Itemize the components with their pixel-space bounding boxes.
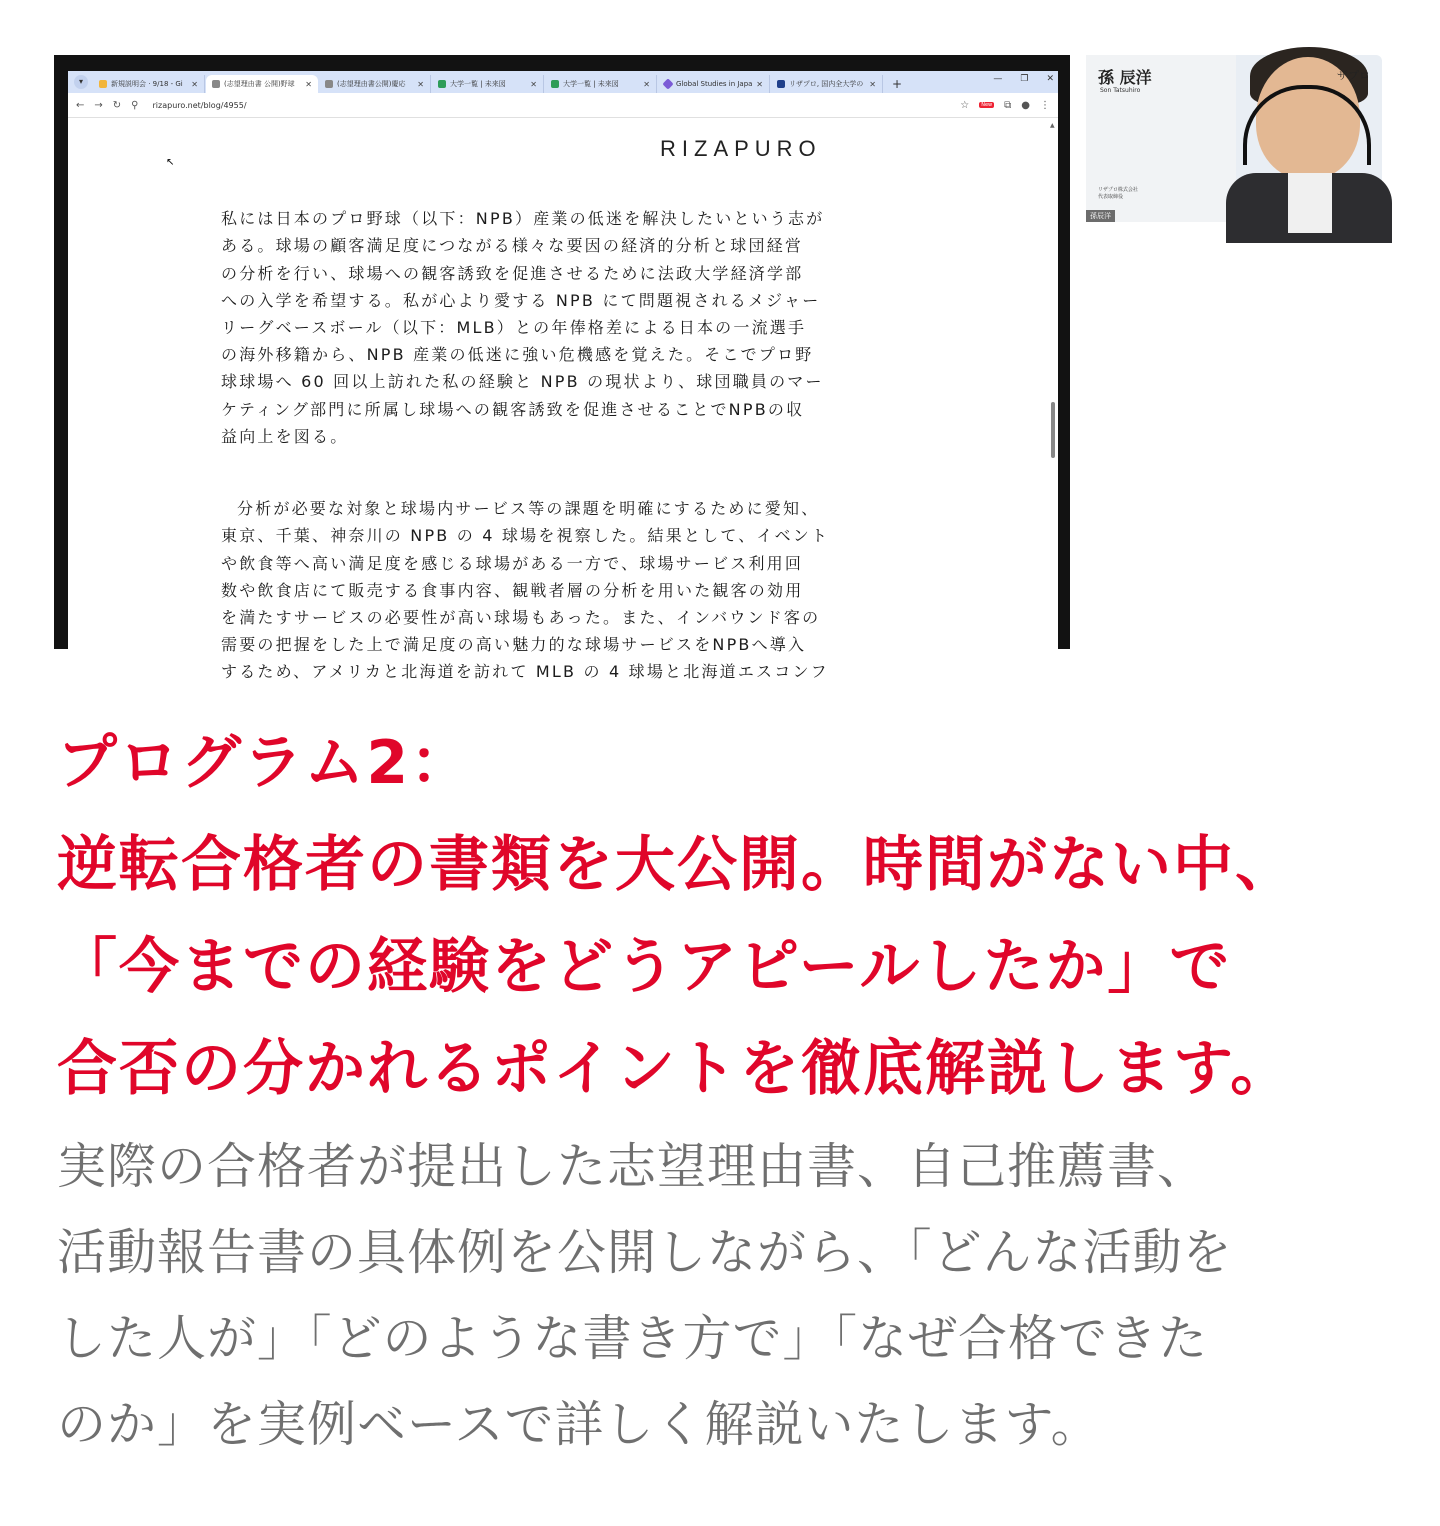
heading-line: 合否の分かれるポイントを徹底解説します。 <box>57 1034 1293 1104</box>
heading-line: 「今までの経験をどうアピールしたか」で <box>57 932 1232 1002</box>
essay-paragraph: 私には日本のプロ野球（以下：NPB）産業の低迷を解決したいという志が ある。球場の顧客満足度につながる様々な要因の経済的分析と球団経営 の分析を行い、球場への観客誘致を促進させるために法政大学経済学部 への入学を希望する。私が心より愛する NPB にて問題視されるメジャー リーグベースボール（以下：MLB）との年俸格差による日本の一流選手 の海外移籍から、NPB 産業の低迷に強い危機感を覚えた。そこでプロ野 球球場へ 60 回以上訪れた私の経験と NPB の現状より、球団職員のマー ケティング部門に所属し球場への観客誘致を促進させることでNPBの収 益向上を図る。 <box>221 209 825 446</box>
close-tab-icon[interactable]: ✕ <box>305 79 312 89</box>
close-tab-icon[interactable]: ✕ <box>191 79 198 89</box>
address-bar[interactable]: rizapuro.net/blog/4955/ <box>152 100 247 110</box>
tab-favicon-icon <box>438 80 446 88</box>
tab-title: Global Studies in Japa <box>676 80 753 88</box>
tab-title: 新規説明会 · 9/18 - Gi <box>111 80 183 88</box>
essay-paragraph: 分析が必要な対象と球場内サービス等の課題を明確にするために愛知、 東京、千葉、神奈川の NPB の 4 球場を視察した。結果として、イベント や飲食等へ高い満足度を感じる球場がある一方で、球場サービス利用回 数や飲食店にて販売する食事内容、観戦者層の分析を用いた観客の効用 を満たすサービスの必要性が高い球場もあった。また、インバウンド客の 需要の把握をした上で満足度の高い魅力的な球場サービスをNPBへ導入 するため、アメリカと北海道を訪れて MLB の 4 球場と北海道エスコンフ <box>221 499 830 682</box>
web-page <box>68 118 1058 682</box>
close-tab-icon[interactable]: ✕ <box>869 79 876 89</box>
tab-title: リザプロ, 国内全大学の <box>789 80 864 88</box>
tab-favicon-icon <box>662 78 673 89</box>
tab-title: (志望理由書公開)慶応 <box>337 80 406 88</box>
participant-name-chip: 孫辰洋 <box>1086 210 1115 222</box>
tab-search-icon[interactable]: ▾ <box>74 75 88 89</box>
restore-icon[interactable]: ❐ <box>1020 74 1029 84</box>
reload-icon[interactable]: ↻ <box>112 99 122 111</box>
tab-favicon-icon <box>325 80 333 88</box>
menu-icon[interactable]: ⋮ <box>1040 99 1050 111</box>
body-line: のか」を実例ベースで詳しく解説いたします。 <box>57 1396 1101 1453</box>
scrollbar[interactable] <box>1050 122 1056 650</box>
browser-tab[interactable] <box>319 75 431 93</box>
forward-icon[interactable]: → <box>94 99 103 111</box>
bookmark-star-icon[interactable]: ☆ <box>960 99 970 111</box>
heading-line: プログラム2： <box>57 728 473 798</box>
speaker-name-roman: Son Tatsuhiro <box>1100 87 1141 94</box>
browser-tab[interactable] <box>658 75 770 93</box>
browser-tab[interactable] <box>545 75 657 93</box>
extension-new-badge[interactable]: New <box>981 102 993 108</box>
tab-title: 大学一覧 | 未来図 <box>563 80 619 88</box>
company-title: 代表取締役 <box>1098 194 1124 200</box>
scroll-thumb[interactable] <box>1051 402 1055 458</box>
brand-corner-text: ザプロ <box>1337 69 1370 82</box>
browser-toolbar <box>68 93 1058 118</box>
browser-tab[interactable] <box>93 75 205 93</box>
program-description <box>57 1124 1387 1468</box>
extensions-icon[interactable]: ⧉ <box>1004 99 1012 111</box>
window-controls <box>993 74 1054 84</box>
mouse-cursor-icon: ↖ <box>166 157 175 168</box>
close-tab-icon[interactable]: ✕ <box>756 79 763 89</box>
body-line: した人が」「どのような書き方で」「なぜ合格できた <box>57 1310 1209 1367</box>
browser-window <box>68 71 1058 682</box>
close-tab-icon[interactable]: ✕ <box>417 79 424 89</box>
tab-title: 大学一覧 | 未来図 <box>450 80 506 88</box>
browser-tab[interactable] <box>771 75 883 93</box>
program-heading <box>57 712 1387 1120</box>
screen-share-frame <box>54 55 1070 682</box>
speaker-company <box>1098 187 1138 201</box>
tab-favicon-icon <box>551 80 559 88</box>
new-tab-icon[interactable]: + <box>892 77 903 91</box>
browser-tab[interactable] <box>432 75 544 93</box>
body-line: 活動報告書の具体例を公開しながら、「どんな活動を <box>57 1224 1233 1281</box>
profile-icon[interactable]: ● <box>1021 99 1030 111</box>
close-tab-icon[interactable]: ✕ <box>530 79 537 89</box>
body-line: 実際の合格者が提出した志望理由書、自己推薦書、 <box>57 1138 1208 1195</box>
tab-strip <box>68 71 1058 93</box>
tab-favicon-icon <box>212 80 220 88</box>
tab-favicon-icon <box>99 80 107 88</box>
minimize-icon[interactable]: — <box>993 74 1003 84</box>
tab-favicon-icon <box>777 80 785 88</box>
speaker-name: 孫 辰洋 <box>1098 68 1152 87</box>
essay-text <box>221 178 881 731</box>
site-info-icon[interactable]: ⚲ <box>131 99 139 111</box>
speaker-video-tile <box>1086 55 1382 222</box>
company-name: リザプロ株式会社 <box>1098 187 1138 193</box>
close-tab-icon[interactable]: ✕ <box>643 79 650 89</box>
site-logo[interactable]: RIZAPURO <box>660 136 822 161</box>
close-window-icon[interactable]: ✕ <box>1046 74 1054 84</box>
tab-title: (志望理由書 公開)野球 <box>224 80 295 88</box>
scroll-up-icon[interactable]: ▲ <box>1050 122 1055 129</box>
browser-tab-active[interactable] <box>206 75 318 93</box>
back-icon[interactable]: ← <box>76 99 85 111</box>
heading-line: 逆転合格者の書類を大公開。時間がない中、 <box>57 830 1297 900</box>
